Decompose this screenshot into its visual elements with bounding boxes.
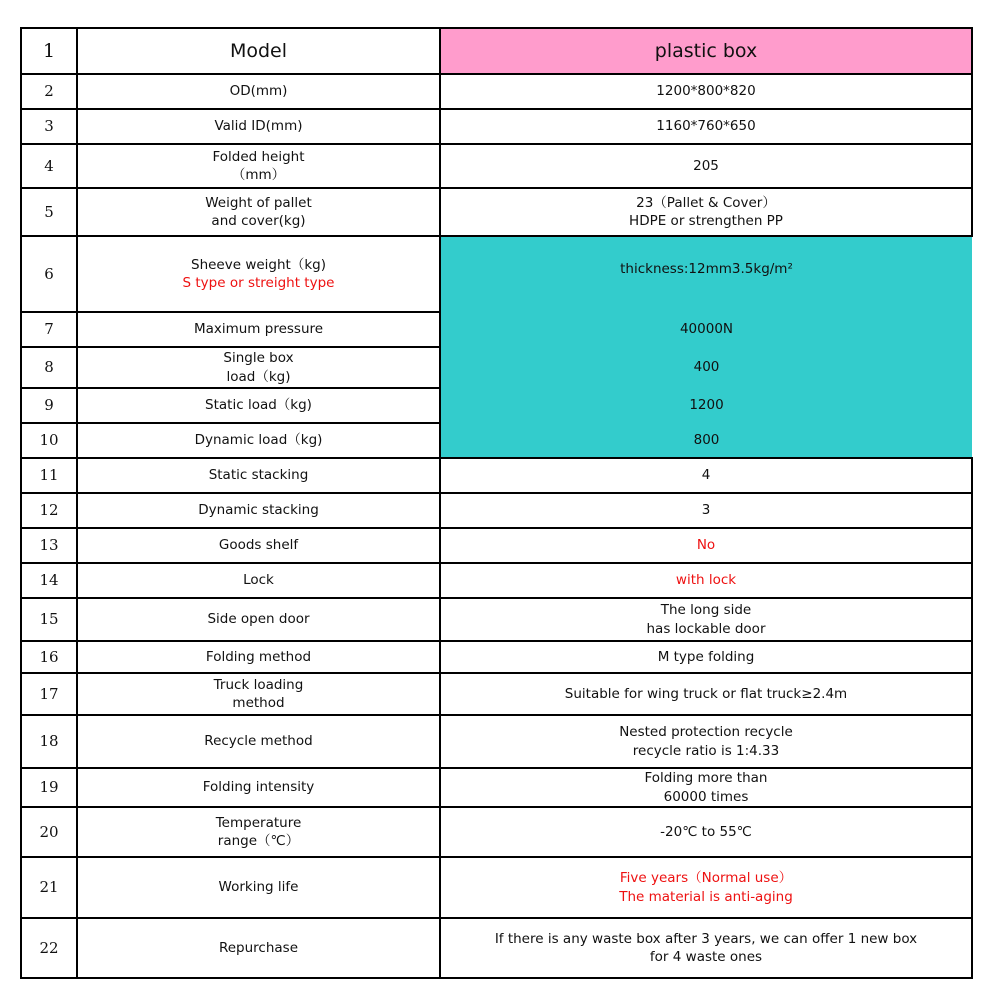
table-row bbox=[21, 458, 972, 493]
row-value: 1160*760*650 bbox=[440, 109, 972, 144]
row-number: 8 bbox=[21, 347, 77, 388]
row-value: 23（Pallet & Cover） HDPE or strengthen PP bbox=[440, 188, 972, 236]
row-label: Dynamic stacking bbox=[77, 493, 440, 528]
row-value: The long side has lockable door bbox=[440, 598, 972, 641]
row-label: Truck loading method bbox=[77, 673, 440, 715]
table-row bbox=[21, 493, 972, 528]
row-number: 10 bbox=[21, 423, 77, 458]
header-value: plastic box bbox=[440, 28, 972, 74]
row-label: Recycle method bbox=[77, 715, 440, 768]
row-value: 40000N bbox=[440, 312, 972, 347]
row-number: 9 bbox=[21, 388, 77, 423]
row-value: M type folding bbox=[440, 641, 972, 673]
row-label-note: S type or streight type bbox=[182, 275, 335, 291]
table-row bbox=[21, 388, 972, 423]
row-label: Static load（kg) bbox=[77, 388, 440, 423]
row-value: 400 bbox=[440, 347, 972, 388]
table-row bbox=[21, 857, 972, 918]
row-label: Folding intensity bbox=[77, 768, 440, 807]
row-number: 4 bbox=[21, 144, 77, 188]
row-number: 16 bbox=[21, 641, 77, 673]
table-row bbox=[21, 598, 972, 641]
row-number: 13 bbox=[21, 528, 77, 563]
spec-table bbox=[20, 27, 973, 979]
row-value: -20℃ to 55℃ bbox=[440, 807, 972, 857]
header-label: Model bbox=[77, 28, 440, 74]
table-row bbox=[21, 807, 972, 857]
row-label: Static stacking bbox=[77, 458, 440, 493]
row-label: Temperature range（℃） bbox=[77, 807, 440, 857]
row-number: 14 bbox=[21, 563, 77, 598]
row-label: Side open door bbox=[77, 598, 440, 641]
row-value: 3 bbox=[440, 493, 972, 528]
row-value: 205 bbox=[440, 144, 972, 188]
table-row bbox=[21, 918, 972, 978]
table-row bbox=[21, 423, 972, 458]
row-number: 18 bbox=[21, 715, 77, 768]
row-number: 7 bbox=[21, 312, 77, 347]
table-header-row bbox=[21, 28, 972, 74]
row-value: 1200*800*820 bbox=[440, 74, 972, 109]
row-value: Five years（Normal use） The material is anti-aging bbox=[440, 857, 972, 918]
row-value: Suitable for wing truck or flat truck≥2.4m bbox=[440, 673, 972, 715]
table-row bbox=[21, 673, 972, 715]
row-value: Folding more than 60000 times bbox=[440, 768, 972, 807]
row-number: 5 bbox=[21, 188, 77, 236]
row-number: 1 bbox=[21, 28, 77, 74]
row-label: Folding method bbox=[77, 641, 440, 673]
row-label: Folded height （mm） bbox=[77, 144, 440, 188]
row-number: 15 bbox=[21, 598, 77, 641]
row-value: with lock bbox=[440, 563, 972, 598]
table-row bbox=[21, 109, 972, 144]
row-number: 22 bbox=[21, 918, 77, 978]
row-number: 21 bbox=[21, 857, 77, 918]
table-row bbox=[21, 563, 972, 598]
table-row bbox=[21, 74, 972, 109]
row-number: 11 bbox=[21, 458, 77, 493]
row-label: Repurchase bbox=[77, 918, 440, 978]
table-row bbox=[21, 715, 972, 768]
row-label: Goods shelf bbox=[77, 528, 440, 563]
row-number: 12 bbox=[21, 493, 77, 528]
row-label: Valid ID(mm) bbox=[77, 109, 440, 144]
table-row bbox=[21, 528, 972, 563]
table-row bbox=[21, 236, 972, 312]
row-label: Weight of pallet and cover(kg) bbox=[77, 188, 440, 236]
table-row bbox=[21, 188, 972, 236]
row-label bbox=[77, 236, 440, 312]
row-label: Working life bbox=[77, 857, 440, 918]
row-value: Nested protection recycle recycle ratio is 1:4.33 bbox=[440, 715, 972, 768]
row-number: 17 bbox=[21, 673, 77, 715]
row-number: 6 bbox=[21, 236, 77, 312]
row-label: Dynamic load（kg) bbox=[77, 423, 440, 458]
table-row bbox=[21, 768, 972, 807]
row-number: 20 bbox=[21, 807, 77, 857]
row-value: 1200 bbox=[440, 388, 972, 423]
row-value: thickness:12mm3.5kg/m² bbox=[440, 236, 972, 312]
row-value: If there is any waste box after 3 years, we can offer 1 new box for 4 waste ones bbox=[440, 918, 972, 978]
row-value: 800 bbox=[440, 423, 972, 458]
table-row bbox=[21, 312, 972, 347]
row-value: No bbox=[440, 528, 972, 563]
table-row bbox=[21, 144, 972, 188]
row-label: Lock bbox=[77, 563, 440, 598]
row-label: Maximum pressure bbox=[77, 312, 440, 347]
row-number: 3 bbox=[21, 109, 77, 144]
row-label: OD(mm) bbox=[77, 74, 440, 109]
table-row bbox=[21, 347, 972, 388]
table-row bbox=[21, 641, 972, 673]
row-label-main: Sheeve weight（kg) bbox=[191, 256, 326, 273]
row-label: Single box load（kg) bbox=[77, 347, 440, 388]
row-value: 4 bbox=[440, 458, 972, 493]
row-number: 2 bbox=[21, 74, 77, 109]
row-number: 19 bbox=[21, 768, 77, 807]
